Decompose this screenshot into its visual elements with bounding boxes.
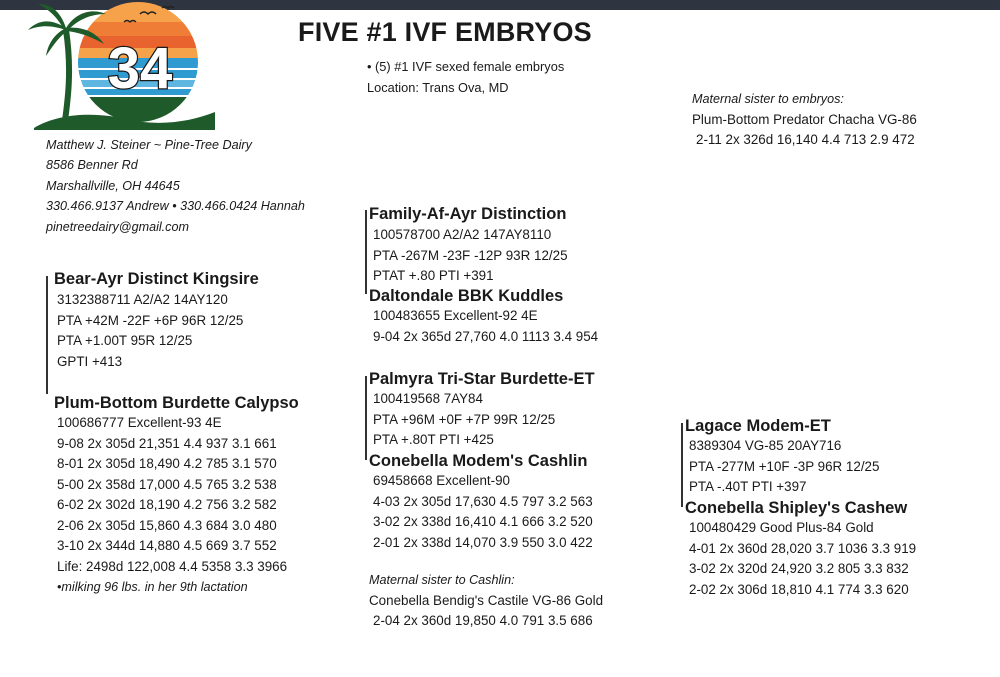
ddd-sire-details <box>689 436 879 498</box>
sire-details <box>57 290 243 372</box>
detail-line: 3-10 2x 344d 14,880 4.5 669 3.7 552 <box>57 538 277 553</box>
detail-line: 100480429 Good Plus-84 Gold <box>689 520 874 535</box>
grandsire-name: Family-Af-Ayr Distinction <box>369 205 567 223</box>
detail-line: 100483655 Excellent-92 4E <box>373 308 538 323</box>
detail-line: 4-01 2x 360d 28,020 3.7 1036 3.3 919 <box>689 540 917 556</box>
farm-logo <box>20 0 220 130</box>
detail-line: 69458668 Excellent-90 <box>373 473 510 488</box>
animal-name: Plum-Bottom Predator Chacha VG-86 <box>692 111 917 127</box>
detail-line: PTA +42M -22F +6P 96R 12/25 <box>57 312 244 328</box>
pedigree-bracket <box>46 276 48 394</box>
detail-line: 100686777 Excellent-93 4E <box>57 415 222 430</box>
contact-address: 8586 Benner Rd <box>46 158 138 173</box>
detail-line: 3-02 2x 338d 16,410 4.1 666 3.2 520 <box>373 514 593 529</box>
pedigree-bracket <box>365 210 367 294</box>
dam-dam-name: Conebella Modem's Cashlin <box>369 452 588 470</box>
record-line: 2-11 2x 326d 16,140 4.4 713 2.9 472 <box>696 132 915 147</box>
granddam-details <box>373 306 598 347</box>
logo-number: 34 <box>107 36 173 101</box>
sire-name: Bear-Ayr Distinct Kingsire <box>54 270 259 288</box>
detail-line: 2-01 2x 338d 14,070 3.9 550 3.0 422 <box>373 534 593 550</box>
detail-line: 3-02 2x 320d 24,920 3.2 805 3.3 832 <box>689 561 909 576</box>
detail-line: 5-00 2x 358d 17,000 4.5 765 3.2 538 <box>57 476 277 492</box>
contact-block <box>46 135 305 237</box>
offer-line: • (5) #1 IVF sexed female embryos <box>367 59 565 74</box>
ddd-dam-name: Conebella Shipley's Cashew <box>685 499 908 517</box>
detail-line: PTA +1.00T 95R 12/25 <box>57 333 193 348</box>
detail-line: 3132388711 A2/A2 14AY120 <box>57 292 228 307</box>
detail-line: 8-01 2x 305d 18,490 4.2 785 3.1 570 <box>57 456 277 471</box>
record-line: 2-04 2x 360d 19,850 4.0 791 3.5 686 <box>373 613 593 628</box>
maternal-sister-cashlin <box>369 570 603 632</box>
contact-email: pinetreedairy@gmail.com <box>46 219 189 234</box>
caption: Maternal sister to embryos: <box>692 92 844 106</box>
contact-city: Marshallville, OH 44645 <box>46 178 180 193</box>
detail-line: PTA +.80T PTI +425 <box>373 432 494 447</box>
location-line: Location: Trans Ova, MD <box>367 80 509 95</box>
detail-line: PTA -.40T PTI +397 <box>689 479 807 494</box>
dam-sire-name: Palmyra Tri-Star Burdette-ET <box>369 370 595 388</box>
detail-line: PTA -267M -23F -12P 93R 12/25 <box>373 247 568 263</box>
granddam-name: Daltondale BBK Kuddles <box>369 287 564 305</box>
maternal-sister-embryos <box>692 89 917 151</box>
offer-block <box>367 56 564 98</box>
page-title: FIVE #1 IVF EMBRYOS <box>298 17 592 47</box>
detail-line: PTA -277M +10F -3P 96R 12/25 <box>689 458 880 474</box>
caption: Maternal sister to Cashlin: <box>369 573 515 587</box>
ddd-sire-name: Lagace Modem-ET <box>685 417 831 435</box>
pedigree-bracket <box>681 423 683 507</box>
detail-line: Life: 2498d 122,008 4.4 5358 3.3 3966 <box>57 558 288 574</box>
detail-line: 2-02 2x 306d 18,810 4.1 774 3.3 620 <box>689 581 909 597</box>
detail-line: 4-03 2x 305d 17,630 4.5 797 3.2 563 <box>373 493 593 509</box>
animal-name: Conebella Bendig's Castile VG-86 Gold <box>369 592 604 608</box>
detail-line: 9-04 2x 365d 27,760 4.0 1113 3.4 954 <box>373 328 599 344</box>
dam-name: Plum-Bottom Burdette Calypso <box>54 394 299 412</box>
contact-name: Matthew J. Steiner ~ Pine-Tree Dairy <box>46 138 252 152</box>
detail-line: GPTI +413 <box>57 353 123 369</box>
dam-details <box>57 413 287 598</box>
milking-note: •milking 96 lbs. in her 9th lactation <box>57 580 248 594</box>
detail-line: PTA +96M +0F +7P 99R 12/25 <box>373 411 556 427</box>
detail-line: 100419568 7AY84 <box>373 391 483 406</box>
detail-line: 100578700 A2/A2 147AY8110 <box>373 227 552 242</box>
pedigree-bracket <box>365 376 367 460</box>
detail-line: PTAT +.80 PTI +391 <box>373 268 494 283</box>
detail-line: 9-08 2x 305d 21,351 4.4 937 3.1 661 <box>57 435 277 451</box>
dam-sire-details <box>373 389 555 451</box>
grandsire-details <box>373 225 568 287</box>
dam-dam-details <box>373 471 593 553</box>
ddd-dam-details <box>689 518 916 600</box>
detail-line: 8389304 VG-85 20AY716 <box>689 438 842 453</box>
detail-line: 6-02 2x 302d 18,190 4.2 756 3.2 582 <box>57 497 277 512</box>
contact-phones: 330.466.9137 Andrew • 330.466.0424 Hannah <box>46 199 305 214</box>
detail-line: 2-06 2x 305d 15,860 4.3 684 3.0 480 <box>57 517 277 533</box>
